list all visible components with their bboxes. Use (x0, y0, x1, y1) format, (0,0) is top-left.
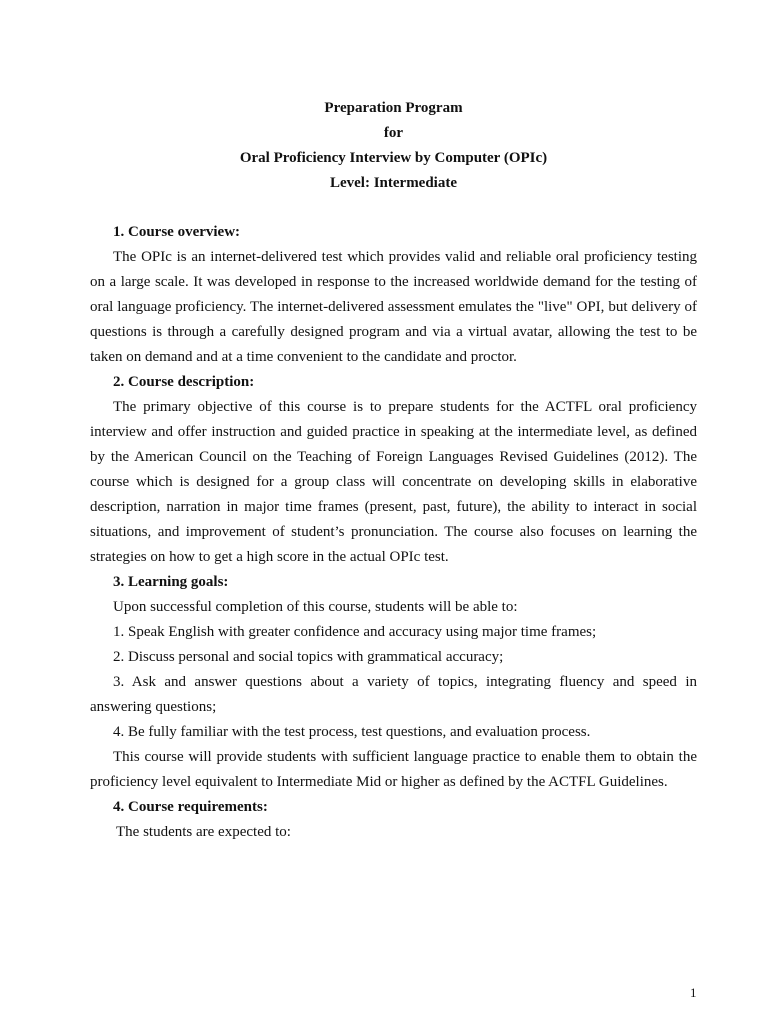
learning-goal-item: 3. Ask and answer questions about a variety of topics, integrating fluency and speed in answering questions; (90, 674, 697, 715)
title-line-level: Level: Intermediate (329, 175, 458, 191)
learning-goal-item: 4. Be fully familiar with the test process, test questions, and evaluation process. (113, 724, 591, 740)
page-number: 1 (690, 985, 697, 1000)
learning-goals-heading: 3. Learning goals: (113, 574, 229, 590)
course-overview-heading: 1. Course overview: (113, 224, 241, 240)
section-course-overview (90, 220, 697, 370)
learning-goals-intro: Upon successful completion of this course, students will be able to: (113, 599, 518, 615)
section-course-requirements (90, 795, 697, 845)
title-line-program: Preparation Program (324, 100, 463, 116)
course-requirements-text: The students are expected to: (116, 824, 291, 840)
document-page (90, 96, 697, 845)
title-line-for: for (383, 125, 404, 141)
learning-goal-item: 1. Speak English with greater confidence and accuracy using major time frames; (113, 624, 597, 640)
document-title (90, 96, 697, 196)
learning-goal-item: 2. Discuss personal and social topics with grammatical accuracy; (113, 649, 504, 665)
course-description-heading: 2. Course description: (113, 374, 255, 390)
section-course-description (90, 370, 697, 570)
course-requirements-heading: 4. Course requirements: (113, 799, 268, 815)
course-overview-text: The OPIc is an internet-delivered test which provides valid and reliable oral proficiency testing on a large scale. It was developed in response to the increased worldwide demand for the testing of oral language proficiency. The internet-delivered assessment emulates the "live" OPI, but delivery of questions is through a carefully designed program and via a virtual avatar, allowing the test to be taken on demand and at a time convenient to the candidate and proctor. (90, 249, 697, 365)
course-description-text: The primary objective of this course is to prepare students for the ACTFL oral proficiency interview and offer instruction and guided practice in speaking at the intermediate level, as defined by the American Council on the Teaching of Foreign Languages Revised Guidelines (2012). The course which is designed for a group class will concentrate on developing skills in elaborative description, narration in major time frames (present, past, future), the ability to interact in social situations, and improvement of student’s pronunciation. The course also focuses on learning the strategies on how to get a high score in the actual OPIc test. (90, 399, 697, 565)
section-learning-goals (90, 570, 697, 795)
learning-goals-closing: This course will provide students with sufficient language practice to enable them to obtain the proficiency level equivalent to Intermediate Mid or higher as defined by the ACTFL Guidelines. (90, 749, 697, 790)
title-line-opic: Oral Proficiency Interview by Computer (OPIc) (239, 150, 548, 166)
